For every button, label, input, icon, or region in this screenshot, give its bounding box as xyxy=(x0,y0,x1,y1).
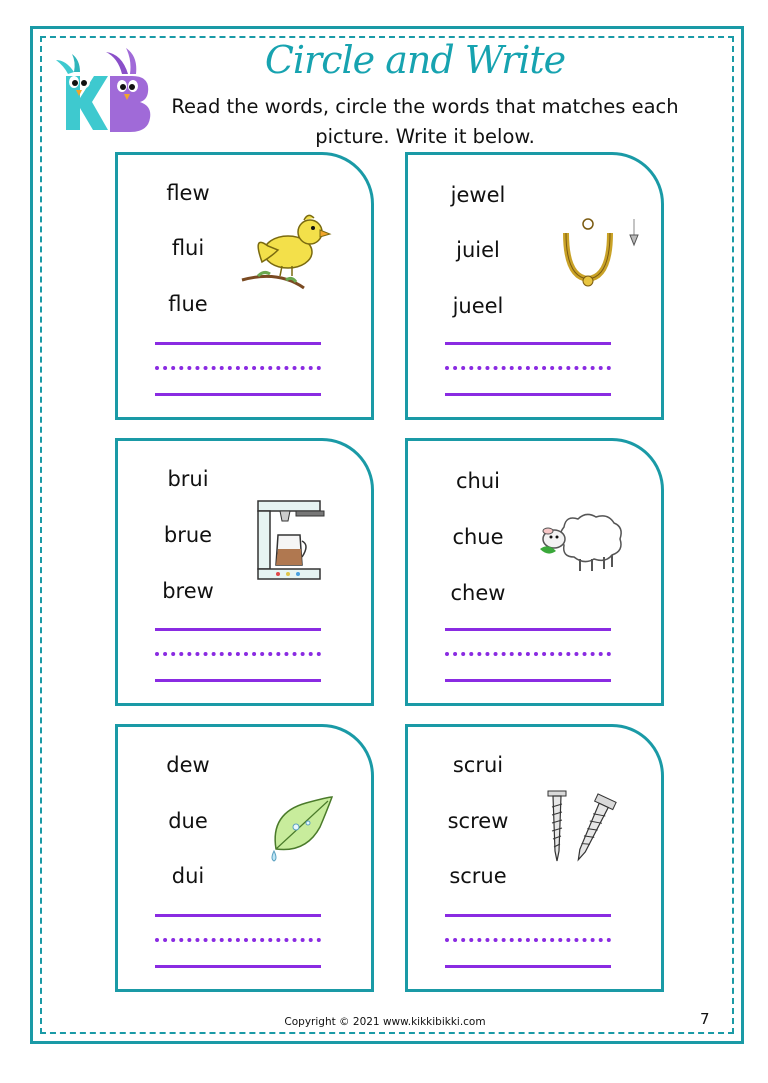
word-option[interactable]: dui xyxy=(171,864,205,888)
writing-line-top[interactable] xyxy=(155,914,321,917)
word-option[interactable]: flew xyxy=(166,181,210,205)
writing-line-bottom[interactable] xyxy=(155,965,321,968)
writing-line-top[interactable] xyxy=(155,342,321,345)
writing-line-dotted[interactable] xyxy=(445,938,611,942)
word-option[interactable]: dew xyxy=(166,753,210,777)
instructions: Read the words, circle the words that matches each picture. Write it below. xyxy=(171,95,679,148)
word-option[interactable]: flui xyxy=(171,236,205,260)
coffee-maker-icon xyxy=(256,499,331,581)
writing-line-bottom[interactable] xyxy=(445,393,611,396)
word-option[interactable]: chui xyxy=(456,469,500,493)
word-option[interactable]: brui xyxy=(167,467,209,491)
page-title: Circle and Write xyxy=(264,38,566,82)
writing-line-dotted[interactable] xyxy=(445,366,611,370)
writing-line-top[interactable] xyxy=(445,342,611,345)
word-option[interactable]: chew xyxy=(450,581,506,605)
sheep-icon xyxy=(536,509,626,579)
writing-line-bottom[interactable] xyxy=(155,393,321,396)
word-option[interactable]: scrue xyxy=(449,864,507,888)
necklace-icon xyxy=(556,217,646,289)
writing-line-dotted[interactable] xyxy=(155,938,321,942)
logo-k-icon xyxy=(56,54,108,130)
word-option[interactable]: scrui xyxy=(452,753,504,777)
writing-line-bottom[interactable] xyxy=(445,679,611,682)
word-card xyxy=(405,438,664,706)
word-option[interactable]: due xyxy=(168,809,208,833)
word-card xyxy=(115,438,374,706)
word-card xyxy=(405,152,664,420)
writing-line-dotted[interactable] xyxy=(445,652,611,656)
writing-line-top[interactable] xyxy=(445,914,611,917)
word-option[interactable]: brue xyxy=(163,523,213,547)
writing-line-top[interactable] xyxy=(445,628,611,631)
word-card xyxy=(115,724,374,992)
screw-icon xyxy=(546,789,626,869)
word-card xyxy=(405,724,664,992)
word-option[interactable]: juiel xyxy=(456,238,500,262)
copyright-footer: Copyright © 2021 www.kikkibikki.com xyxy=(284,1016,486,1028)
writing-line-dotted[interactable] xyxy=(155,652,321,656)
word-option[interactable]: chue xyxy=(452,525,504,549)
bird-icon xyxy=(238,210,338,295)
word-option[interactable]: brew xyxy=(162,579,214,603)
word-option[interactable]: screw xyxy=(447,809,509,833)
writing-line-dotted[interactable] xyxy=(155,366,321,370)
word-card xyxy=(115,152,374,420)
kb-logo xyxy=(52,46,156,132)
logo-b-icon xyxy=(106,48,150,132)
writing-line-bottom[interactable] xyxy=(155,679,321,682)
writing-line-top[interactable] xyxy=(155,628,321,631)
page-number: 7 xyxy=(700,1010,710,1028)
word-option[interactable]: jueel xyxy=(452,294,504,318)
writing-line-bottom[interactable] xyxy=(445,965,611,968)
word-option[interactable]: jewel xyxy=(450,183,506,207)
leaf-dew-icon xyxy=(266,793,338,865)
word-option[interactable]: flue xyxy=(168,292,208,316)
